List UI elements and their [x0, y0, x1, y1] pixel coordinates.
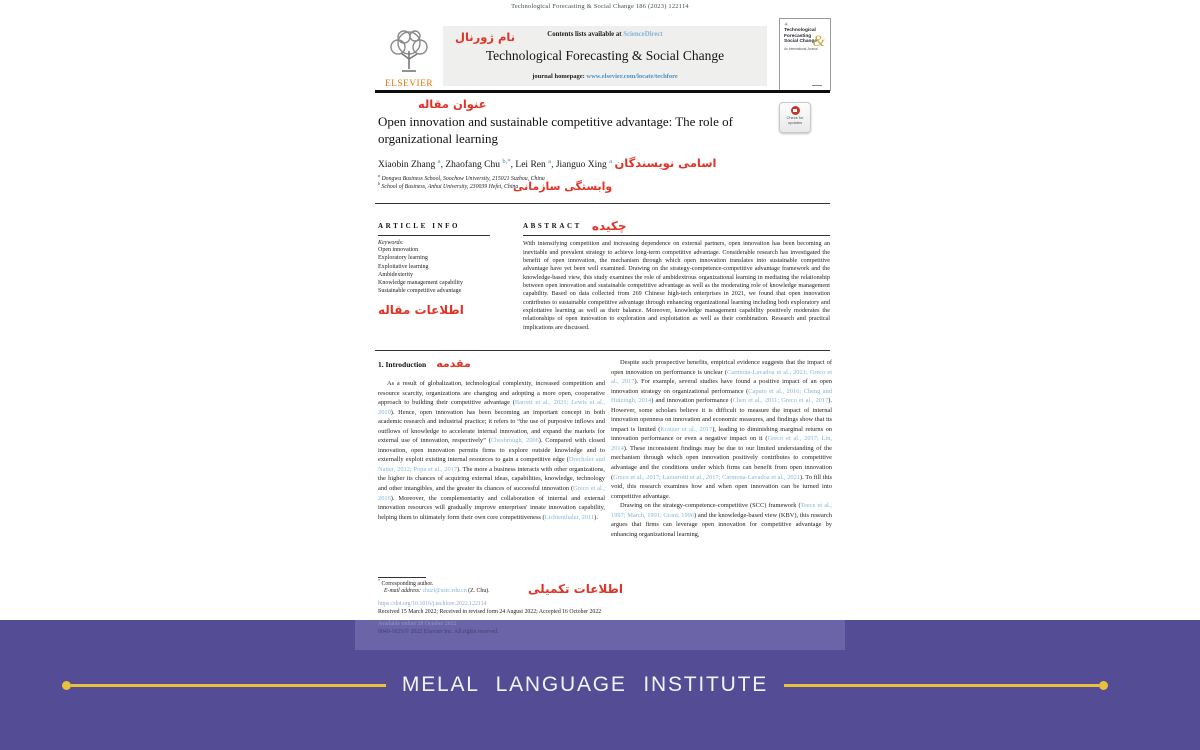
text-segment: Despite such prospective benefits, empirical evidence suggests that the impact of open innovation on performance is unclear ( — [611, 359, 832, 376]
paper-first-page — [355, 0, 845, 620]
citation-link[interactable]: Chen et al., 2011; Greco et al., 2017 — [732, 397, 829, 405]
keyword-item: Exploitative learning — [378, 263, 429, 270]
citation-link[interactable]: Carmona-Lavadoa et al., 2021; Greco et al., 2017 — [611, 368, 832, 386]
received-dates: Received 15 March 2022; Received in revised form 24 August 2022; Accepted 16 October 2022 — [378, 609, 602, 615]
text-segment: School of Business, Anhui University, 230039 Hefei, China — [380, 183, 519, 190]
abstract-bottom-divider — [375, 350, 830, 351]
text-segment: Dongwu Business School, Soochow University, 215021 Suzhou, China — [380, 176, 545, 182]
article-info-heading: ARTICLE INFO — [378, 222, 461, 230]
introduction-right-column — [611, 358, 832, 539]
intro-paragraph-2 — [611, 358, 832, 501]
abstract-heading: ABSTRACT — [523, 222, 582, 230]
annotation-supplementary: اطلاعات تکمیلی — [528, 582, 623, 596]
cover-ampersand: & — [812, 33, 825, 50]
yellow-dot-right — [1099, 681, 1108, 690]
citation-link[interactable]: Lichtenthaler, 2011 — [544, 513, 595, 521]
cover-footer-dash — [812, 85, 822, 86]
text-segment: b — [378, 180, 381, 186]
article-info-section — [378, 222, 508, 317]
annotation-authors: اسامی نویسندگان — [614, 156, 717, 170]
elsevier-logo — [378, 27, 440, 89]
text-segment: , Zhaofang Chu — [440, 160, 503, 170]
keywords-label: Keywords: — [378, 240, 404, 247]
introduction-heading: 1. Introduction — [378, 360, 427, 369]
abstract-rule — [523, 235, 830, 236]
introduction-left-column — [378, 357, 605, 522]
text-segment: ). However, some scholars believe it is difficult to measure the impact of internal innovation openness on innovation and economic measures, and findings show that its impact is limited ( — [611, 397, 832, 433]
annotation-article-title: عنوان مقاله — [418, 97, 487, 111]
doi-link[interactable]: https://doi.org/10.1016/j.techfore.2022.122114 — [378, 601, 487, 607]
article-title: Open innovation and sustainable competitive advantage: The role of organizational learning — [378, 114, 733, 146]
footnote-rule — [378, 577, 426, 578]
author-names — [378, 157, 613, 170]
available-online-line: Available online 28 October 2022 — [378, 621, 457, 627]
text-segment: ). Moreover, the complementarity and collaboration of internal and external innovation resources will gradually improve enterprises' innate innovation capability, helping them to ultimately form their own core competitiveness ( — [378, 494, 605, 521]
citation-link[interactable]: ScienceDirect — [623, 31, 663, 38]
text-segment: Drawing on the strategy-competence-competitive (SCC) framework ( — [620, 502, 801, 510]
check-for-updates-badge[interactable] — [779, 102, 811, 133]
text-segment: ). To fill this void, this research examines how and when open innovation can be turned into competitive advantage. — [611, 473, 832, 500]
homepage-label: journal homepage: — [532, 73, 587, 80]
text-segment: a — [437, 157, 441, 165]
intro-paragraph-3 — [611, 501, 832, 539]
text-segment: ), leading to diminishing marginal returns on innovation performance or even a negative impact on it ( — [611, 425, 832, 443]
text-segment: Corresponding author. — [380, 581, 434, 587]
text-segment: b,* — [502, 157, 511, 165]
text-segment: ). The more a business interacts with other organizations, the higher its chances of acquiring external ideas, capabilities, knowledge, technology and other intangibles, and the greater its chances of successful innovation ( — [378, 465, 605, 493]
cover-title-line2: Forecasting — [784, 33, 812, 39]
cover-subtitle: An International Journal — [784, 46, 818, 51]
authors-line — [378, 156, 723, 170]
text-segment: a — [378, 173, 381, 179]
text-segment: (Z. Chu). — [466, 588, 490, 595]
keyword-item: Exploratory learning — [378, 255, 428, 262]
text-segment: * — [378, 578, 381, 584]
check-updates-label: Check for updates — [786, 115, 804, 125]
banner-title-row — [62, 671, 1108, 699]
keyword-item: Ambidexterity — [378, 271, 413, 278]
keyword-item: Sustainable competitive advantage — [378, 287, 462, 294]
intro-paragraph-1 — [378, 379, 605, 522]
citation-link[interactable]: Drechsler and Natter, 2012; Popa et al., 2017 — [378, 456, 605, 473]
journal-homepage-line — [443, 73, 767, 80]
yellow-line-right — [784, 684, 1099, 687]
citation-link[interactable]: Greco et al., 2017; Lin, 2014 — [611, 435, 832, 452]
cover-elsevier-mark-icon: ✳ — [784, 23, 789, 28]
annotation-affiliation: وابستگی سازمانی — [513, 180, 613, 193]
citation-link[interactable]: Kratzer et al., 2017 — [660, 425, 713, 433]
annotation-abstract: چکیده — [591, 219, 627, 233]
text-segment: , Lei Ren — [510, 160, 549, 170]
text-segment: ) and innovation performance ( — [651, 397, 733, 405]
journal-name: Technological Forecasting & Social Change — [485, 48, 725, 63]
yellow-dot-left — [62, 681, 71, 690]
abstract-text: With intensifying competition and increasing dependence on external partners, open innovation has been becoming an inevitable and prevalent strategy to achieve long-term competitive advantage. Considerable research has investigated the benefit of open innovation, the mechanism through which open innovation translates into sustainable competitive advantage have yet been well examined. Drawing on the strategy-competence-competitive advantage framework and the knowledge-based view, this study examines the role of ambidextrous organizational learning in mediating the relationship between open innovation and sustainable competitive advantage as well as the moderating role of knowledge management capability. Based on data collected from 269 Chinese high-tech enterprises in 2021, we found that open innovation contributes to sustainable competitive advantage through enhancing organizational learning including both exploratory and exploitative learning as well as their balance. Moreover, knowledge management capability positively moderates the relationships of open innovation to exploration and exploitation as well as their combination. Research and practical implications are discussed. — [523, 240, 830, 331]
yellow-line-left — [71, 684, 386, 687]
annotation-introduction: مقدمه — [436, 357, 471, 370]
cover-title-line3: Social Change — [784, 39, 818, 45]
crossmark-icon — [791, 106, 800, 115]
text-segment: ) and the knowledge-based view (KBV), this research argues that firms can leverage open innovation for competitive advantage by enhancing organizational learning, — [611, 511, 832, 538]
citation-link[interactable]: Greco et al., 2016 — [378, 485, 605, 502]
cover-title-line1: Technological — [784, 28, 816, 33]
annotation-article-info: اطلاعات مقاله — [378, 302, 464, 317]
keyword-item: Knowledge management capability — [378, 279, 463, 286]
text-segment: As a result of globalization, technological complexity, increased competition and resource scarcity, organizations are changing and adopting a more open, cooperative approach to building their competitive advantage ( — [378, 380, 605, 407]
homepage-link[interactable]: www.elsevier.com/locate/techfore — [586, 73, 678, 80]
banner-title: MELAL LANGUAGE INSTITUTE — [401, 673, 769, 696]
text-segment: ). — [594, 513, 598, 521]
text-segment: ). Compared with closed innovation, open innovation permits firms to explore outside knowledge and to externally exploit existing internal resources to gain a competitive edge ( — [378, 437, 605, 464]
citation-link[interactable]: Teece et al., 1997; March, 1991; Grant, 1996 — [611, 502, 832, 519]
text-segment: Contents lists available at — [547, 31, 624, 38]
text-segment: ). These inconsistent findings may be due to our limited understanding of the mechanism through which open innovation positively contributes to competitive advantage and the conditions under which firms can benefit from open innovation ( — [611, 444, 832, 481]
citation-link[interactable]: Barrett et al., 2021; Lewis et al., 2010 — [378, 399, 605, 416]
elsevier-tree-icon — [382, 27, 436, 77]
translucent-paper-strip — [355, 620, 845, 650]
citation-link[interactable]: Greco et al., 2017; Lazzarotti et al., 2017; Carmona-Lavadoa et al., 2021 — [613, 473, 800, 481]
copyright-line: 0040-1625/© 2022 Elsevier Inc. All rights reserved. — [378, 629, 499, 635]
section-divider — [375, 203, 830, 204]
keywords-list — [378, 246, 508, 295]
header-divider — [375, 90, 830, 93]
journal-citation: Technological Forecasting & Social Change 186 (2023) 122114 — [511, 3, 689, 10]
article-info-rule — [378, 235, 490, 236]
text-segment: ). For example, several studies have found a positive impact of an open innovation strategy on organizational performance ( — [611, 378, 832, 395]
text-segment: E-mail address: — [384, 588, 421, 595]
citation-link[interactable]: Caputo et al., 2016; Cheng and Huizingh, 2014 — [611, 387, 833, 405]
text-segment: Xiaobin Zhang — [378, 160, 438, 170]
annotation-journal-name: نام ژورنال — [455, 30, 516, 44]
citation-link[interactable]: Chesbrough, 2006 — [490, 437, 539, 445]
journal-cover-thumbnail — [779, 18, 831, 91]
text-segment: a — [548, 157, 552, 165]
elsevier-wordmark: ELSEVIER — [384, 79, 434, 89]
keyword-item: Open innovation — [378, 247, 419, 254]
text-segment: a — [609, 157, 613, 165]
text-segment: , Jianguo Xing — [551, 160, 610, 170]
text-segment: ). Hence, open innovation has been becoming an important concept in both academic research and industrial practice; it refers to “the use of purposive inflows and outflows of knowledge to accelerate internal innovation, and expand the markets for external use of innovation, respectively” ( — [378, 408, 605, 445]
abstract-section — [523, 219, 830, 332]
citation-link[interactable]: chuzf@ustc.edu.cn — [422, 588, 467, 595]
journal-header-box — [443, 26, 767, 86]
